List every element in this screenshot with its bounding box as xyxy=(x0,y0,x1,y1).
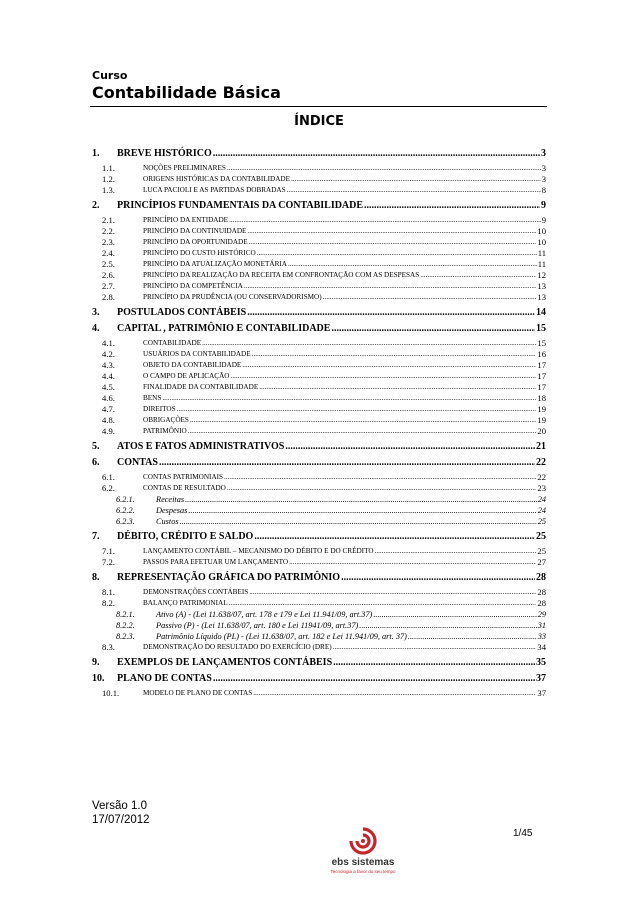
toc-entry-number: 2.3. xyxy=(102,237,115,247)
toc-entry-page: 35 xyxy=(536,657,546,668)
toc-entry-title: PRINCÍPIOS FUNDAMENTAIS DA CONTABILIDADE xyxy=(117,200,364,211)
toc-entry[interactable] xyxy=(92,349,546,360)
toc-entry-number: 4.7. xyxy=(102,404,115,414)
toc-entry-title: PRINCÍPIO DA CONTINUIDADE xyxy=(143,227,247,235)
toc-dot-leader xyxy=(333,657,535,669)
toc-entry-page: 13 xyxy=(537,292,546,302)
toc-entry-page: 17 xyxy=(537,371,546,381)
toc-entry[interactable] xyxy=(92,237,546,248)
toc-entry[interactable] xyxy=(92,292,546,303)
toc-entry-number: 8.2.2. xyxy=(116,621,135,630)
toc-entry[interactable] xyxy=(92,323,546,335)
toc-entry-number: 2.4. xyxy=(102,248,115,258)
toc-entry-title: Passivo (P) - (Lei 11.638/07, art. 180 e Lei 11941/09, art.37) xyxy=(156,621,359,630)
toc-entry-title: MODELO DE PLANO DE CONTAS xyxy=(143,689,253,697)
toc-entry[interactable] xyxy=(92,215,546,226)
toc-entry[interactable] xyxy=(92,200,546,212)
toc-dot-leader xyxy=(249,237,537,248)
toc-dot-leader xyxy=(227,163,541,174)
toc-dot-leader xyxy=(408,631,537,642)
toc-entry[interactable] xyxy=(92,307,546,319)
toc-entry-page: 23 xyxy=(537,483,546,493)
toc-entry[interactable] xyxy=(92,572,546,584)
toc-entry-number: 7. xyxy=(92,531,100,542)
toc-entry[interactable] xyxy=(92,185,546,196)
ebs-logo-icon xyxy=(328,824,398,884)
toc-dot-leader xyxy=(285,441,535,453)
toc-entry[interactable] xyxy=(92,163,546,174)
toc-dot-leader xyxy=(242,360,536,371)
version-label: Versão 1.0 xyxy=(92,800,147,812)
toc-entry-page: 25 xyxy=(536,531,546,542)
toc-dot-leader xyxy=(257,248,537,259)
toc-dot-leader xyxy=(188,426,537,437)
toc-dot-leader xyxy=(364,200,540,212)
toc-entry-title: O CAMPO DE APLICAÇÃO xyxy=(143,372,230,380)
toc-entry-number: 7.2. xyxy=(102,557,115,567)
toc-entry-page: 22 xyxy=(536,457,546,468)
toc-entry-page: 25 xyxy=(537,546,546,556)
toc-entry-title: DIREITOS xyxy=(143,405,176,413)
toc-entry[interactable] xyxy=(92,415,546,426)
toc-entry-title: PRINCÍPIO DA COMPETÊNCIA xyxy=(143,282,243,290)
toc-entry-title: PASSOS PARA EFETUAR UM LANÇAMENTO xyxy=(143,558,289,566)
toc-entry-page: 29 xyxy=(537,610,546,619)
toc-entry-number: 2.6. xyxy=(102,270,115,280)
toc-entry[interactable] xyxy=(92,642,546,653)
toc-entry[interactable] xyxy=(92,371,546,382)
toc-entry-number: 8.1. xyxy=(102,587,115,597)
toc-entry-title: Custos xyxy=(156,517,179,526)
toc-entry[interactable] xyxy=(92,531,546,543)
toc-entry-page: 24 xyxy=(537,506,546,515)
toc-entry[interactable] xyxy=(92,688,546,699)
toc-entry-number: 1.2. xyxy=(102,174,115,184)
toc-dot-leader xyxy=(333,642,537,653)
toc-entry-page: 17 xyxy=(537,382,546,392)
toc-entry[interactable] xyxy=(92,148,546,160)
toc-entry-title: CONTAS PATRIMONIAIS xyxy=(143,473,224,481)
toc-entry-number: 8.2. xyxy=(102,598,115,608)
toc-entry[interactable] xyxy=(92,338,546,349)
toc-entry[interactable] xyxy=(92,360,546,371)
toc-entry-number: 10.1. xyxy=(102,688,120,698)
toc-entry[interactable] xyxy=(92,673,546,685)
toc-entry-page: 16 xyxy=(537,349,546,359)
toc-dot-leader xyxy=(224,472,536,483)
toc-entry[interactable] xyxy=(92,494,546,505)
version-date: 17/07/2012 xyxy=(92,814,150,826)
toc-dot-leader xyxy=(162,393,536,404)
toc-dot-leader xyxy=(341,572,535,584)
toc-entry-page: 3 xyxy=(541,148,546,159)
toc-dot-leader xyxy=(259,382,536,393)
toc-entry-page: 18 xyxy=(537,393,546,403)
toc-dot-leader xyxy=(230,371,536,382)
toc-entry-title: POSTULADOS CONTÁBEIS xyxy=(117,307,247,318)
toc-entry-number: 4.2. xyxy=(102,349,115,359)
toc-entry-number: 6. xyxy=(92,457,100,468)
toc-entry[interactable] xyxy=(92,620,546,631)
toc-entry-number: 4. xyxy=(92,323,100,334)
toc-entry-page: 15 xyxy=(537,338,546,348)
toc-entry-page: 3 xyxy=(541,174,546,184)
toc-entry-page: 15 xyxy=(536,323,546,334)
toc-entry[interactable] xyxy=(92,546,546,557)
toc-entry-page: 9 xyxy=(541,200,546,211)
toc-entry-number: 1. xyxy=(92,148,100,159)
toc-entry-number: 4.6. xyxy=(102,393,115,403)
toc-entry-page: 33 xyxy=(537,632,546,641)
toc-entry[interactable] xyxy=(92,393,546,404)
toc-entry-page: 11 xyxy=(537,259,546,269)
toc-entry[interactable] xyxy=(92,259,546,270)
toc-entry-number: 2.8. xyxy=(102,292,115,302)
toc-entry-title: DEMONSTRAÇÃO DO RESULTADO DO EXERCÍCIO (DRE) xyxy=(143,643,332,651)
index-title: ÍNDICE xyxy=(294,114,344,129)
toc-entry-title: PLANO DE CONTAS xyxy=(117,673,212,684)
toc-entry[interactable] xyxy=(92,174,546,185)
toc-dot-leader xyxy=(291,174,541,185)
toc-entry-number: 2. xyxy=(92,200,100,211)
toc-entry-number: 2.1. xyxy=(102,215,115,225)
toc-entry-page: 9 xyxy=(541,215,546,225)
toc-entry-title: PRINCÍPIO DA PRUDÊNCIA (OU CONSERVADORISMO) xyxy=(143,293,322,301)
toc-entry-number: 2.2. xyxy=(102,226,115,236)
toc-entry-number: 1.1. xyxy=(102,163,115,173)
toc-dot-leader xyxy=(253,688,536,699)
toc-entry-page: 20 xyxy=(537,426,546,436)
toc-entry-title: REPRESENTAÇÃO GRÁFICA DO PATRIMÔNIO xyxy=(117,572,341,583)
toc-entry-number: 4.5. xyxy=(102,382,115,392)
toc-entry-title: BENS xyxy=(143,394,162,402)
toc-dot-leader xyxy=(288,259,537,270)
toc-entry-title: OBJETO DA CONTABILIDADE xyxy=(143,361,242,369)
toc-dot-leader xyxy=(373,609,536,620)
toc-dot-leader xyxy=(202,338,536,349)
toc-entry-number: 8. xyxy=(92,572,100,583)
toc-entry-title: PRINCÍPIO DA ATUALIZAÇÃO MONETÁRIA xyxy=(143,260,287,268)
toc-entry-number: 10. xyxy=(92,673,105,684)
toc-dot-leader xyxy=(229,215,541,226)
toc-entry[interactable] xyxy=(92,281,546,292)
toc-entry-title: EXEMPLOS DE LANÇAMENTOS CONTÁBEIS xyxy=(117,657,333,668)
toc-entry-page: 17 xyxy=(537,360,546,370)
toc-entry[interactable] xyxy=(92,270,546,281)
toc-dot-leader xyxy=(227,483,537,494)
toc-entry-number: 4.1. xyxy=(102,338,115,348)
toc-entry-title: BREVE HISTÓRICO xyxy=(117,148,212,159)
toc-entry-number: 4.4. xyxy=(102,371,115,381)
toc-entry-page: 31 xyxy=(537,621,546,630)
course-title: Contabilidade Básica xyxy=(92,83,281,102)
toc-dot-leader xyxy=(289,557,536,568)
toc-entry[interactable] xyxy=(92,441,546,453)
toc-dot-leader xyxy=(323,292,537,303)
toc-entry-page: 25 xyxy=(537,517,546,526)
toc-entry-title: PRINCÍPIO DO CUSTO HISTÓRICO xyxy=(143,249,256,257)
toc-dot-leader xyxy=(249,587,536,598)
toc-entry-page: 19 xyxy=(537,415,546,425)
toc-dot-leader xyxy=(190,415,536,426)
toc-dot-leader xyxy=(287,185,541,196)
toc-dot-leader xyxy=(185,494,537,505)
toc-entry[interactable] xyxy=(92,557,546,568)
toc-entry-title: CONTAS xyxy=(117,457,158,468)
toc-entry-title: Receitas xyxy=(156,495,185,504)
toc-entry-page: 10 xyxy=(537,226,546,236)
toc-dot-leader xyxy=(159,457,535,469)
toc-entry-title: OBRIGAÇÕES xyxy=(143,416,189,424)
toc-entry-number: 6.2.3. xyxy=(116,517,135,526)
toc-entry[interactable] xyxy=(92,587,546,598)
toc-entry-title: CONTAS DE RESULTADO xyxy=(143,484,226,492)
toc-dot-leader xyxy=(247,307,535,319)
toc-entry-page: 37 xyxy=(537,688,546,698)
toc-entry[interactable] xyxy=(92,631,546,642)
toc-entry-title: USUÁRIOS DA CONTABILIDADE xyxy=(143,350,251,358)
toc-entry[interactable] xyxy=(92,598,546,609)
toc-entry-page: 8 xyxy=(541,185,546,195)
toc-entry-number: 6.2.2. xyxy=(116,506,135,515)
toc-dot-leader xyxy=(213,673,535,685)
toc-dot-leader xyxy=(252,349,537,360)
toc-dot-leader xyxy=(420,270,536,281)
toc-dot-leader xyxy=(254,531,535,543)
toc-entry-number: 6.1. xyxy=(102,472,115,482)
toc-entry-number: 4.9. xyxy=(102,426,115,436)
toc-entry-number: 4.3. xyxy=(102,360,115,370)
logo-tagline: Tecnologia a favor do seu tempo xyxy=(330,869,396,874)
toc-entry-title: Despesas xyxy=(156,506,188,515)
toc-entry[interactable] xyxy=(92,609,546,620)
page-number: 1/45 xyxy=(513,828,533,839)
toc-entry-number: 3. xyxy=(92,307,100,318)
toc-entry-title: PATRIMÔNIO xyxy=(143,427,187,435)
toc-entry-title: DEMONSTRAÇÕES CONTÁBEIS xyxy=(143,588,249,596)
toc-dot-leader xyxy=(177,404,537,415)
toc-entry-title: LANÇAMENTO CONTÁBIL – MECANISMO DO DÉBITO E DO CRÉDITO xyxy=(143,547,374,555)
toc-entry-number: 5. xyxy=(92,441,100,452)
toc-entry-page: 13 xyxy=(537,281,546,291)
toc-entry-page: 37 xyxy=(536,673,546,684)
toc-entry-page: 21 xyxy=(536,441,546,452)
toc-entry-title: LUCA PACIOLI E AS PARTIDAS DOBRADAS xyxy=(143,186,286,194)
toc-entry-number: 7.1. xyxy=(102,546,115,556)
toc-entry-page: 27 xyxy=(537,557,546,567)
toc-entry-title: FINALIDADE DA CONTABILIDADE xyxy=(143,383,259,391)
version-info xyxy=(92,799,150,827)
toc-dot-leader xyxy=(247,226,536,237)
toc-entry-title: CONTABILIDADE xyxy=(143,339,202,347)
header-divider xyxy=(90,106,547,107)
toc-entry-title: Ativo (A) - (Lei 11.638/07, art. 178 e 179 e Lei 11.941/09, art.37) xyxy=(156,610,373,619)
toc-dot-leader xyxy=(244,281,537,292)
toc-dot-leader xyxy=(375,546,537,557)
toc-entry[interactable] xyxy=(92,426,546,437)
toc-entry[interactable] xyxy=(92,516,546,527)
toc-entry[interactable] xyxy=(92,483,546,494)
toc-entry-title: DÉBITO, CRÉDITO E SALDO xyxy=(117,531,254,542)
table-of-contents xyxy=(92,148,546,699)
toc-entry-number: 8.3. xyxy=(102,642,115,652)
toc-entry-page: 34 xyxy=(537,642,546,652)
toc-entry[interactable] xyxy=(92,248,546,259)
toc-entry-page: 28 xyxy=(537,587,546,597)
toc-entry-number: 8.2.3. xyxy=(116,632,135,641)
toc-entry-title: BALANÇO PATRIMONIAL xyxy=(143,599,228,607)
course-label: Curso xyxy=(92,69,128,82)
toc-entry[interactable] xyxy=(92,404,546,415)
toc-entry-page: 12 xyxy=(537,270,546,280)
toc-entry-title: CAPITAL , PATRIMÔNIO E CONTABILIDADE xyxy=(117,323,331,334)
toc-dot-leader xyxy=(180,516,537,527)
toc-entry-number: 4.8. xyxy=(102,415,115,425)
toc-entry-page: 10 xyxy=(537,237,546,247)
toc-entry-title: ORIGENS HISTÓRICAS DA CONTABILIDADE xyxy=(143,175,290,183)
toc-entry-title: ATOS E FATOS ADMINISTRATIVOS xyxy=(117,441,285,452)
toc-entry-page: 28 xyxy=(536,572,546,583)
toc-entry-page: 24 xyxy=(537,495,546,504)
toc-entry[interactable] xyxy=(92,472,546,483)
toc-entry-number: 6.2. xyxy=(102,483,115,493)
toc-entry[interactable] xyxy=(92,382,546,393)
toc-dot-leader xyxy=(229,598,537,609)
toc-entry-title: Patrimônio Líquido (PL) - (Lei 11.638/07, art. 182 e Lei 11.941/09, art. 37) xyxy=(156,632,407,641)
toc-entry-page: 22 xyxy=(537,472,546,482)
toc-entry[interactable] xyxy=(92,657,546,669)
toc-entry[interactable] xyxy=(92,226,546,237)
toc-entry-page: 3 xyxy=(541,163,546,173)
toc-entry-page: 14 xyxy=(536,307,546,318)
toc-dot-leader xyxy=(213,148,540,160)
toc-entry-number: 2.7. xyxy=(102,281,115,291)
toc-entry-page: 19 xyxy=(537,404,546,414)
toc-entry-number: 8.2.1. xyxy=(116,610,135,619)
toc-entry-title: PRINCÍPIO DA ENTIDADE xyxy=(143,216,229,224)
logo-name: ebs sistemas xyxy=(331,857,395,868)
toc-entry-number: 1.3. xyxy=(102,185,115,195)
toc-entry-title: NOÇÕES PRELIMINARES xyxy=(143,164,226,172)
toc-entry-page: 28 xyxy=(537,598,546,608)
toc-dot-leader xyxy=(359,620,536,631)
toc-dot-leader xyxy=(331,323,535,335)
toc-entry-number: 9. xyxy=(92,657,100,668)
toc-entry-title: PRINCÍPIO DA OPORTUNIDADE xyxy=(143,238,248,246)
toc-entry-page: 11 xyxy=(537,248,546,258)
toc-entry-title: PRINCÍPIO DA REALIZAÇÃO DA RECEITA EM CONFRONTAÇÃO COM AS DESPESAS xyxy=(143,271,420,279)
toc-entry-number: 2.5. xyxy=(102,259,115,269)
toc-dot-leader xyxy=(188,505,536,516)
toc-entry[interactable] xyxy=(92,505,546,516)
toc-entry[interactable] xyxy=(92,457,546,469)
toc-entry-number: 6.2.1. xyxy=(116,495,135,504)
